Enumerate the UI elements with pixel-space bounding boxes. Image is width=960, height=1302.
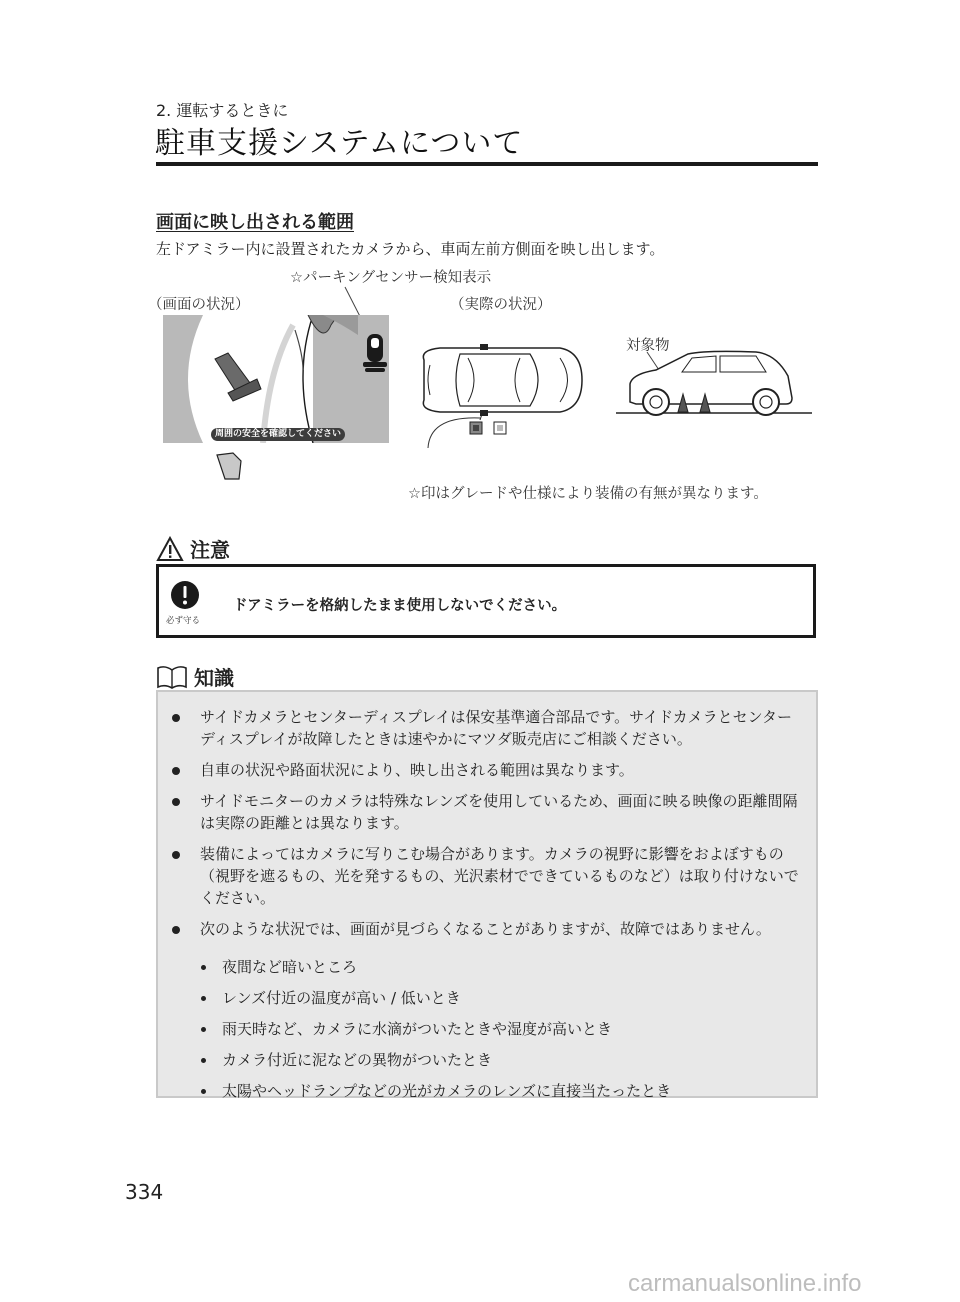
- object-label: 対象物: [626, 338, 670, 354]
- section-title: 画面に映し出される範囲: [156, 212, 354, 233]
- figure-footnote: ☆印はグレードや仕様により装備の有無が異なります。: [408, 486, 768, 502]
- actual-caption: （実際の状況）: [450, 297, 552, 313]
- sub-list-item: [198, 1018, 671, 1040]
- sub-list-item-text: カメラ付近に泥などの異物がついたとき: [222, 1051, 493, 1069]
- open-book-icon: [156, 665, 188, 689]
- list-item-text: サイドモニターのカメラは特殊なレンズを使用しているため、画面に映る映像の距離間隔は実際の距離とは異なります。: [200, 792, 798, 832]
- bullet-icon: [172, 798, 180, 806]
- list-item: [168, 918, 804, 940]
- must-follow-icon: [170, 580, 200, 610]
- sensor-label: ☆パーキングセンサー検知表示: [290, 270, 492, 286]
- car-top-view: [410, 340, 590, 460]
- section-intro: 左ドアミラー内に設置されたカメラから、車両左前方側面を映し出します。: [156, 240, 665, 258]
- bullet-icon: [172, 714, 180, 722]
- sub-bullet-icon: [201, 1089, 206, 1094]
- screen-caption: （画面の状況）: [148, 297, 250, 313]
- bullet-icon: [172, 926, 180, 934]
- sub-list-item-text: 夜間など暗いところ: [222, 958, 358, 976]
- caution-heading: [156, 534, 230, 563]
- screen-banner: 周囲の安全を確認してください: [211, 428, 345, 441]
- page-title: 駐車支援システムについて: [155, 126, 524, 161]
- chapter-label: 2. 運転するときに: [156, 101, 289, 120]
- sub-list-item-text: レンズ付近の温度が高い / 低いとき: [222, 989, 461, 1007]
- watermark: carmanualsonline.info: [628, 1270, 862, 1297]
- leader-lines: [0, 0, 960, 600]
- list-item: [168, 843, 804, 909]
- bullet-icon: [172, 851, 180, 859]
- knowledge-sub-list: [198, 956, 671, 1111]
- sub-bullet-icon: [201, 1027, 206, 1032]
- cone-icon: [213, 451, 245, 483]
- knowledge-heading: [156, 662, 234, 691]
- sub-list-item-text: 太陽やヘッドランプなどの光がカメラのレンズに直接当たったとき: [222, 1082, 672, 1100]
- must-follow-label: 必ず守る: [166, 616, 201, 626]
- parking-sensor-icon: [362, 332, 388, 374]
- list-item: [168, 706, 804, 750]
- list-item-text: サイドカメラとセンターディスプレイは保安基準適合部品です。サイドカメラとセンターディスプレイが故障したときは速やかにマツダ販売店にご相談ください。: [200, 708, 793, 748]
- sub-bullet-icon: [201, 1058, 206, 1063]
- knowledge-list: [168, 706, 804, 949]
- list-item: [168, 790, 804, 834]
- knowledge-heading-text: 知識: [194, 666, 234, 690]
- list-item-text: 装備によってはカメラに写りこむ場合があります。カメラの視野に影響をおよぼすもの（視野を遮るもの、光を発するもの、光沢素材でできているものなど）は取り付けないでください。: [200, 845, 799, 907]
- camera-screen: [163, 315, 389, 443]
- sub-bullet-icon: [201, 996, 206, 1001]
- page-number: 334: [125, 1180, 164, 1204]
- list-item-text: 次のような状況では、画面が見づらくなることがありますが、故障ではありません。: [200, 920, 771, 938]
- caution-heading-text: 注意: [190, 538, 230, 562]
- list-item-text: 自車の状況や路面状況により、映し出される範囲は異なります。: [200, 761, 634, 779]
- caution-text: ドアミラーを格納したまま使用しないでください。: [233, 598, 567, 614]
- warning-triangle-icon: [156, 536, 184, 562]
- camera-view-graphic: [163, 315, 389, 443]
- sub-bullet-icon: [201, 965, 206, 970]
- sub-list-item: [198, 1049, 671, 1071]
- sub-list-item: [198, 1080, 671, 1102]
- bullet-icon: [172, 767, 180, 775]
- sub-list-item: [198, 987, 671, 1009]
- sub-list-item-text: 雨天時など、カメラに水滴がついたときや湿度が高いとき: [222, 1020, 613, 1038]
- car-side-view: [616, 346, 812, 420]
- sub-list-item: [198, 956, 671, 978]
- list-item: [168, 759, 804, 781]
